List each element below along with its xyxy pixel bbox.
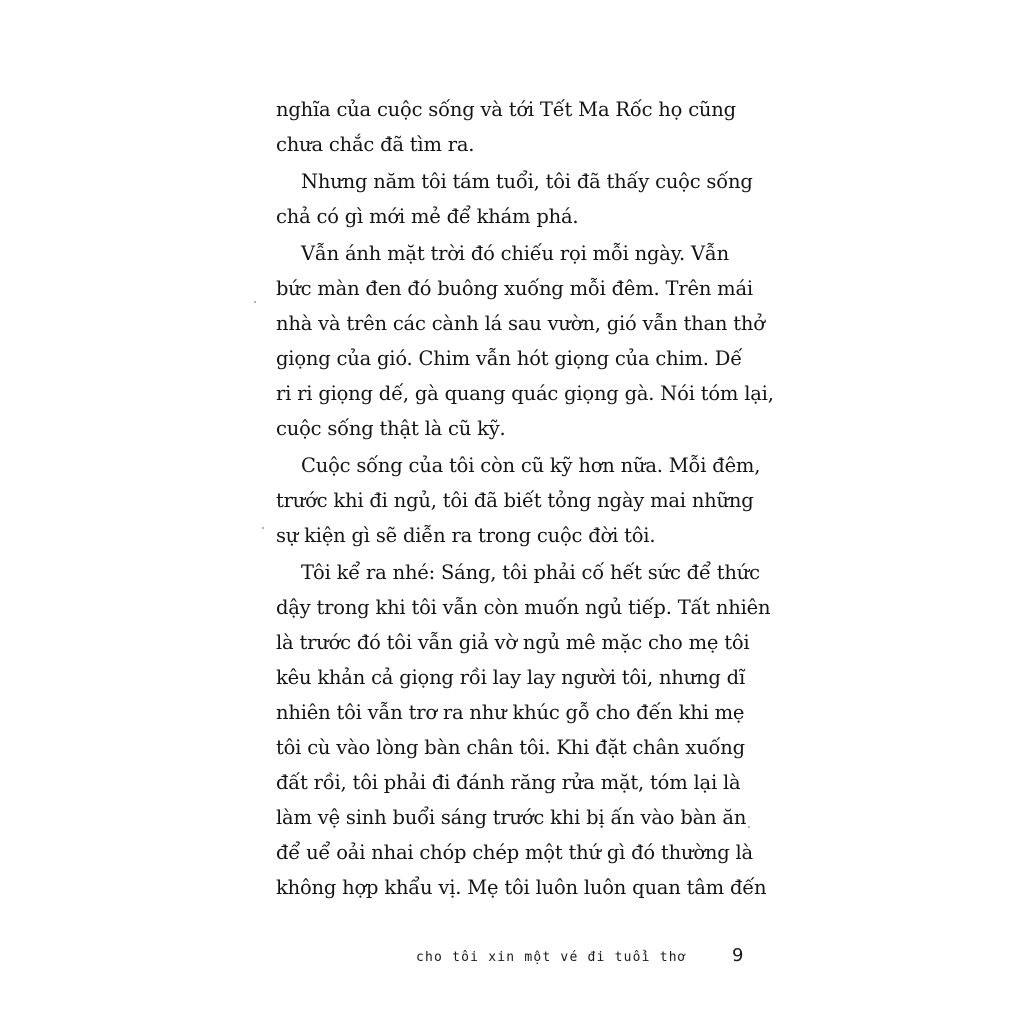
text-line: chưa chắc đã tìm ra. bbox=[276, 133, 475, 156]
text-line: không hợp khẩu vị. Mẹ tôi luôn luôn quan tâm đến bbox=[276, 876, 767, 899]
paragraph bbox=[276, 555, 771, 905]
text-line: trước khi đi ngủ, tôi đã biết tỏng ngày mai những bbox=[276, 489, 754, 512]
page-footer bbox=[416, 946, 746, 970]
text-line: nhiên tôi vẫn trơ ra như khúc gỗ cho đến khi mẹ bbox=[276, 701, 745, 724]
text-line: dậy trong khi tôi vẫn còn muốn ngủ tiếp. Tất nhiên bbox=[276, 596, 771, 619]
text-line: Nhưng năm tôi tám tuổi, tôi đã thấy cuộc sống bbox=[301, 170, 753, 193]
paragraph bbox=[276, 164, 753, 234]
text-line: đất rồi, tôi phải đi đánh răng rửa mặt, tóm lại là bbox=[276, 771, 741, 794]
text-line: nghĩa của cuộc sống và tới Tết Ma Rốc họ cũng bbox=[276, 98, 736, 121]
paragraph bbox=[276, 92, 746, 162]
scan-speck bbox=[748, 826, 750, 828]
paragraph bbox=[276, 236, 774, 446]
text-line: kêu khản cả giọng rồi lay lay người tôi, nhưng dĩ bbox=[276, 666, 745, 689]
text-line: Tôi kể ra nhé: Sáng, tôi phải cố hết sức để thức bbox=[301, 561, 760, 584]
page-number: 9 bbox=[732, 945, 744, 966]
text-line: sự kiện gì sẽ diễn ra trong cuộc đời tôi. bbox=[276, 524, 656, 547]
text-line: làm vệ sinh buổi sáng trước khi bị ấn vào bàn ăn bbox=[276, 806, 747, 829]
text-line: là trước đó tôi vẫn giả vờ ngủ mê mặc cho mẹ tôi bbox=[276, 631, 750, 654]
text-line: để uể oải nhai chóp chép một thứ gì đó thường là bbox=[276, 841, 753, 864]
text-line: giọng của gió. Chim vẫn hót giọng của chim. Dế bbox=[276, 347, 743, 370]
running-title: cho tôi xin một vé đi tuổi thơ bbox=[416, 950, 687, 965]
scan-speck bbox=[262, 527, 264, 529]
text-line: Vẫn ánh mặt trời đó chiếu rọi mỗi ngày. Vẫn bbox=[301, 242, 729, 265]
text-line: Cuộc sống của tôi còn cũ kỹ hơn nữa. Mỗi đêm, bbox=[301, 454, 761, 477]
text-line: bức màn đen đó buông xuống mỗi đêm. Trên mái bbox=[276, 277, 753, 300]
scan-speck bbox=[254, 301, 256, 303]
text-line: tôi cù vào lòng bàn chân tôi. Khi đặt chân xuống bbox=[276, 736, 745, 759]
body-text bbox=[276, 92, 774, 905]
text-line: nhà và trên các cành lá sau vườn, gió vẫn than thở bbox=[276, 312, 765, 335]
text-line: ri ri giọng dế, gà quang quác giọng gà. Nói tóm lại, bbox=[276, 382, 774, 405]
text-line: cuộc sống thật là cũ kỹ. bbox=[276, 417, 506, 440]
paragraph bbox=[276, 448, 761, 553]
text-line: chả có gì mới mẻ để khám phá. bbox=[276, 205, 579, 228]
